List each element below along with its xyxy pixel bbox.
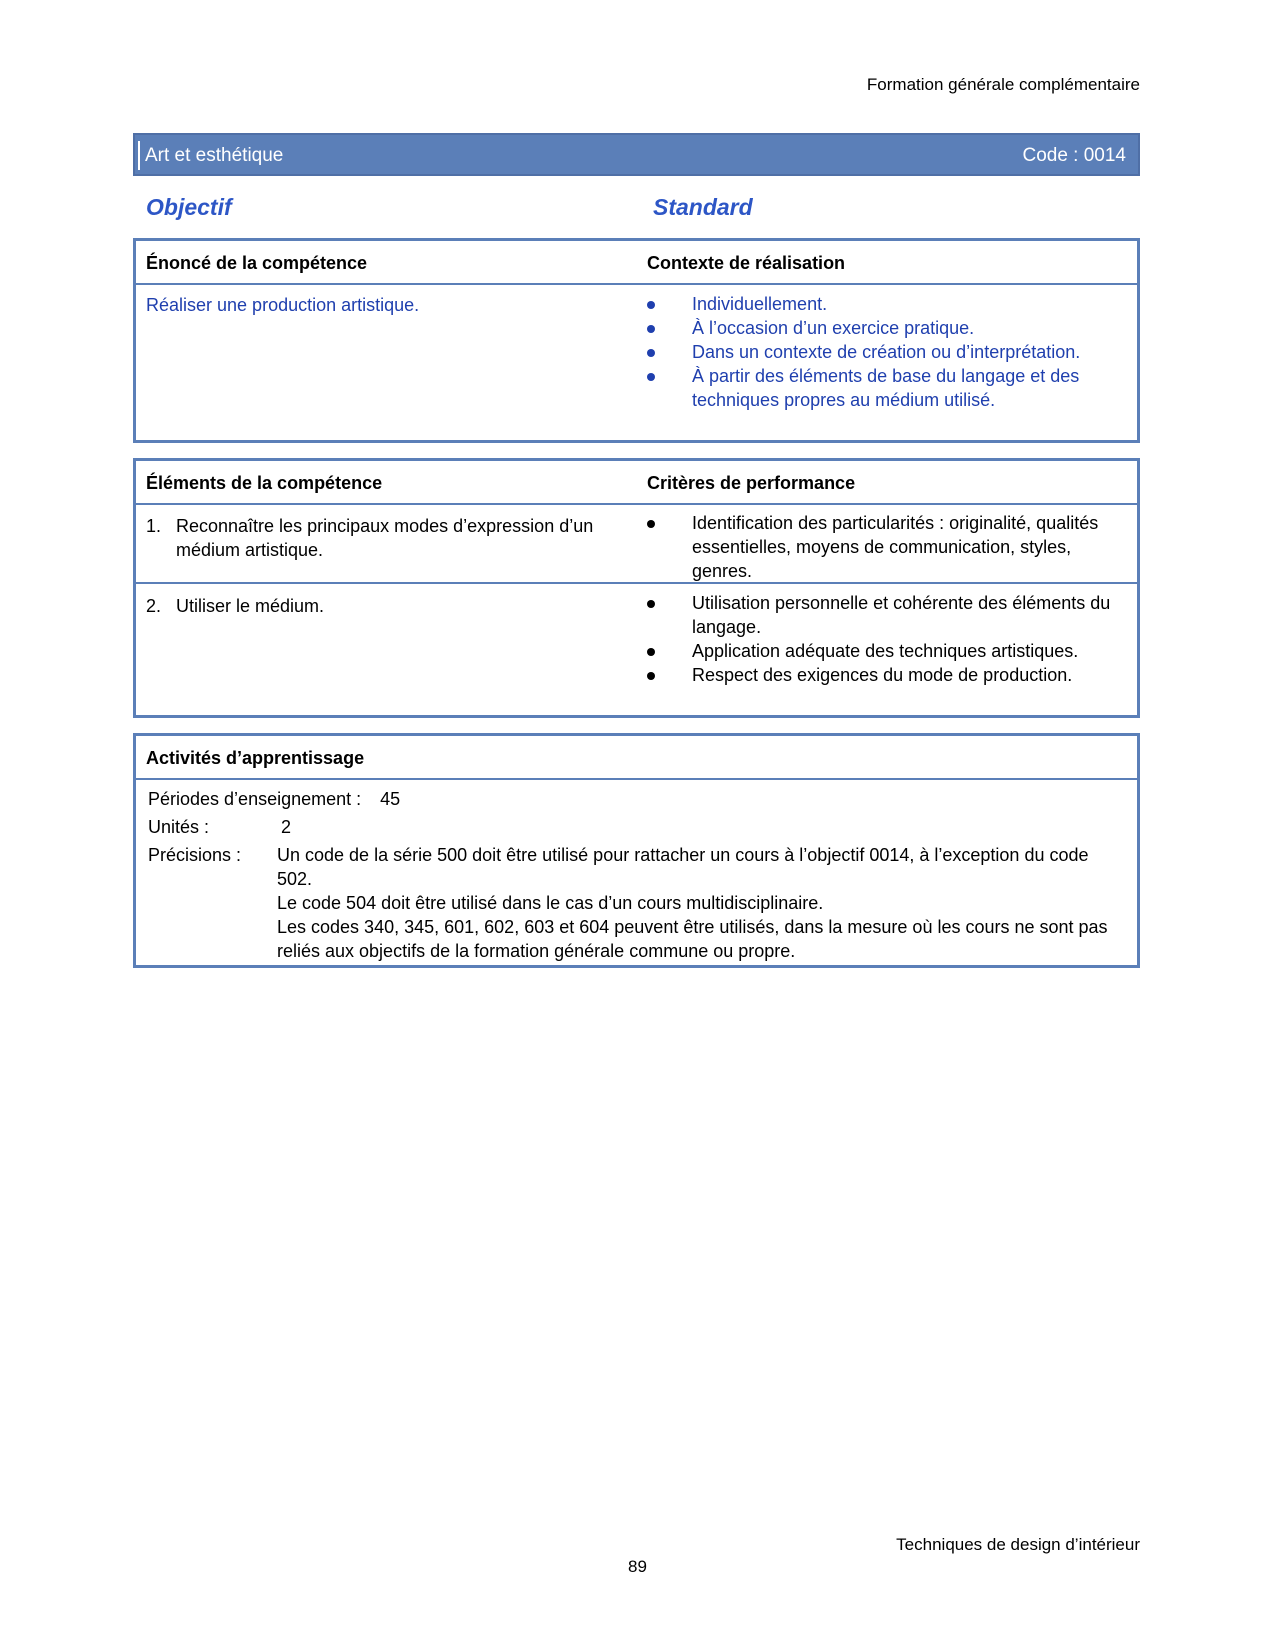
element-text: Utiliser le médium. [176, 596, 325, 616]
title-bar-divider [138, 141, 140, 170]
precisions-label: Précisions : [148, 845, 242, 865]
periodes-label: Périodes d’enseignement : [148, 789, 362, 809]
list-item: Respect des exigences du mode de production. [647, 663, 1117, 687]
running-footer: Techniques de design d’intérieur [896, 1535, 1140, 1554]
list-item: Application adéquate des techniques artistiques. [647, 639, 1117, 663]
element-item [146, 514, 616, 562]
bullet-icon [647, 373, 655, 381]
bullet-icon [647, 648, 655, 656]
elements-table [133, 458, 1140, 718]
precision-paragraph: Un code de la série 500 doit être utilisé pour rattacher un cours à l’objectif 0014, à l’exception du code 502. [277, 845, 1089, 889]
objective-code: Code : 0014 [1022, 145, 1126, 166]
bullet-icon [647, 520, 655, 528]
periodes-row [148, 787, 400, 811]
criteria-list-1 [647, 511, 1117, 583]
unites-label: Unités : [148, 817, 210, 837]
enonce-text: Réaliser une production artistique. [146, 295, 420, 315]
periodes-value: 45 [380, 789, 401, 809]
competence-table-header [136, 241, 1137, 285]
activites-heading: Activités d’apprentissage [146, 748, 365, 768]
activites-table [133, 733, 1140, 968]
page-number: 89 [628, 1557, 647, 1576]
list-item: Identification des particularités : originalité, qualités essentielles, moyens de communication, styles, genres. [647, 511, 1117, 583]
subject-title: Art et esthétique [145, 145, 284, 166]
bullet-icon [647, 600, 655, 608]
elements-table-header [136, 461, 1137, 505]
element-number: 1. [146, 516, 162, 536]
precision-paragraph: Les codes 340, 345, 601, 602, 603 et 604 peuvent être utilisés, dans la mesure où les cours ne sont pas reliés aux objectifs de la formation générale commune ou propre. [277, 917, 1108, 961]
list-item: À partir des éléments de base du langage et des techniques propres au médium utilisé. [647, 364, 1107, 412]
precisions-text [277, 843, 1117, 963]
criteria-list-2 [647, 591, 1117, 687]
unites-value: 2 [281, 817, 292, 837]
activites-header [136, 736, 1137, 780]
element-row-1 [146, 514, 616, 562]
contexte-list [647, 292, 1107, 412]
elements-heading: Éléments de la compétence [146, 473, 383, 493]
row-divider [136, 582, 1137, 584]
element-row-2 [146, 594, 616, 618]
element-number: 2. [146, 596, 162, 616]
unites-row [148, 815, 292, 839]
bullet-icon [647, 349, 655, 357]
title-bar [133, 133, 1140, 176]
element-text: Reconnaître les principaux modes d’expression d’un médium artistique. [176, 516, 594, 560]
bullet-icon [647, 672, 655, 680]
competence-table [133, 238, 1140, 443]
criteres-heading: Critères de performance [647, 473, 856, 493]
bullet-icon [647, 301, 655, 309]
contexte-heading: Contexte de réalisation [647, 253, 846, 273]
standard-label: Standard [653, 194, 753, 220]
element-item [146, 594, 616, 618]
precision-paragraph: Le code 504 doit être utilisé dans le cas d’un cours multidisciplinaire. [277, 893, 824, 913]
list-item: Dans un contexte de création ou d’interprétation. [647, 340, 1107, 364]
objectif-label: Objectif [146, 194, 232, 220]
list-item: À l’occasion d’un exercice pratique. [647, 316, 1107, 340]
list-item: Individuellement. [647, 292, 1107, 316]
running-header: Formation générale complémentaire [866, 75, 1140, 94]
list-item: Utilisation personnelle et cohérente des éléments du langage. [647, 591, 1117, 639]
enonce-heading: Énoncé de la compétence [146, 253, 368, 273]
bullet-icon [647, 325, 655, 333]
